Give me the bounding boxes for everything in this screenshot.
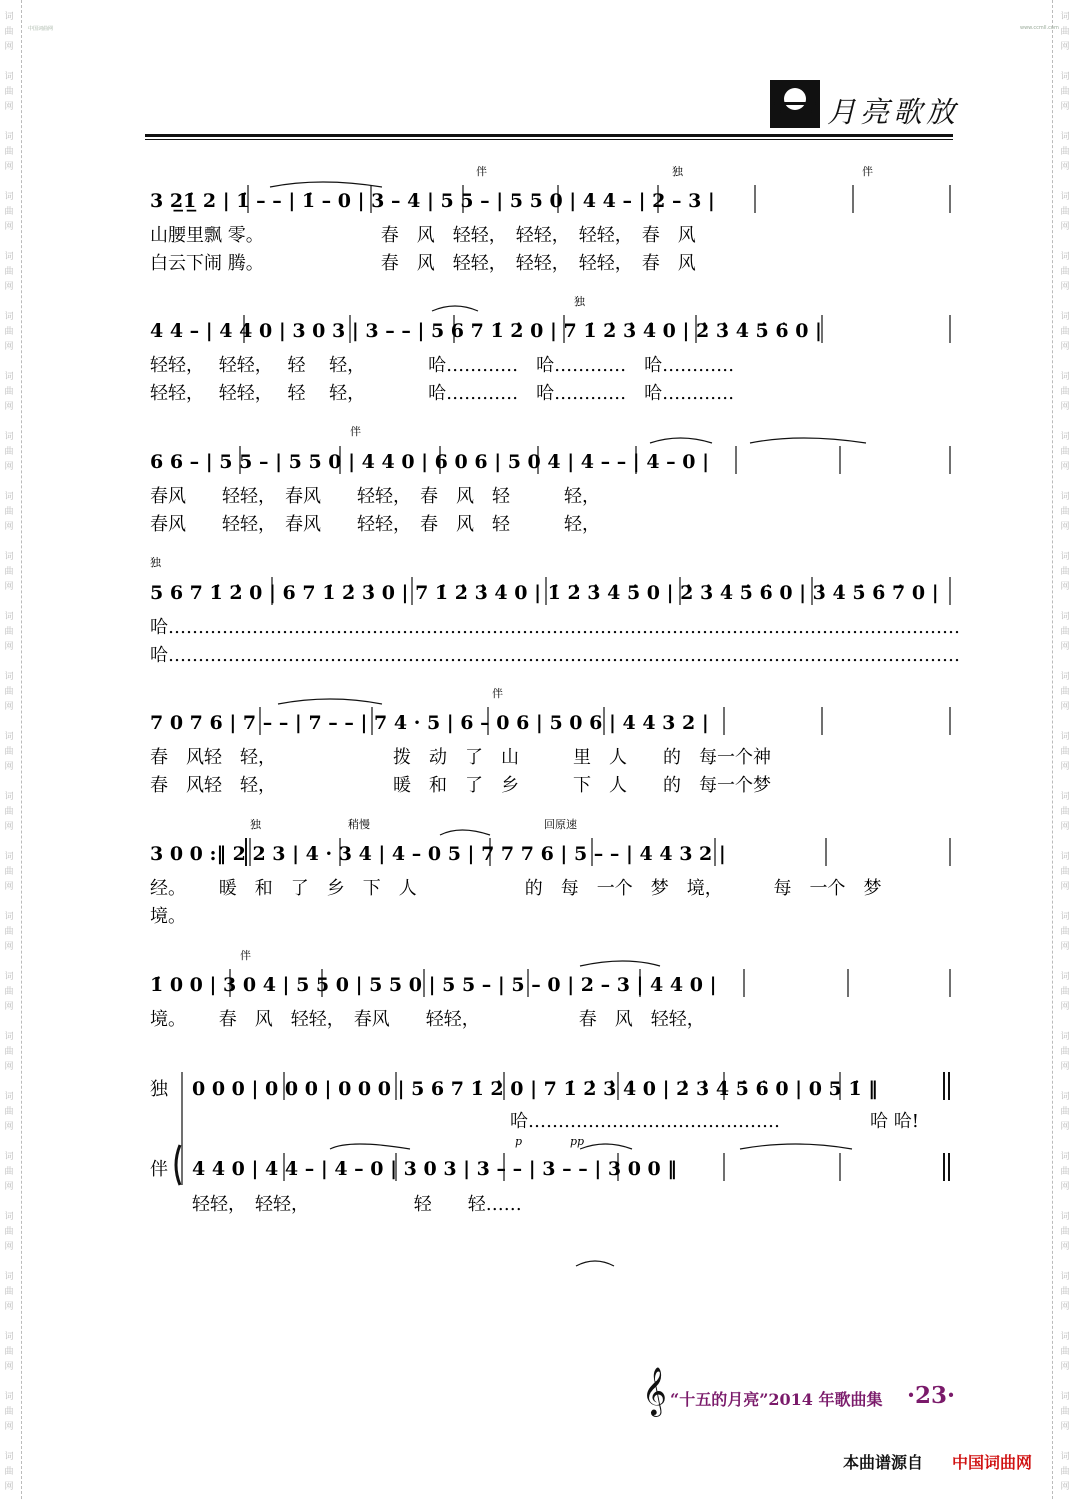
lyric-line: 春风 轻轻， 春风 轻轻， 春 风 轻 轻， (150, 486, 600, 507)
mark-a-tempo: 回原速 (544, 818, 577, 831)
notation-line: 3 2̲1̲̇ 2 | 1̇ – – | 1̇ – 0 | 3 – 4 | 5 5 – | 5 5 0 | 4 4 – | 2 – 3 | (150, 190, 715, 212)
watermark-glyphs: 词 曲 网 (1060, 912, 1070, 952)
lyric-line: 哈…………………………………………………………………………………………………………………… (150, 645, 960, 666)
mark-solo: 独 (672, 165, 683, 178)
mark-chorus: 伴 (862, 165, 873, 178)
watermark-glyphs: 词 曲 网 (4, 1452, 14, 1492)
page-number: ·23· (907, 1382, 956, 1409)
watermark-glyphs: 词 曲 网 (1060, 432, 1070, 472)
watermark-glyphs: 词 曲 网 (4, 672, 14, 712)
jianpu-score (150, 165, 960, 1225)
watermark-glyphs: 词 曲 网 (4, 1092, 14, 1132)
watermark-glyphs: 词 曲 网 (4, 972, 14, 1012)
watermark-glyphs: 词 曲 网 (4, 1272, 14, 1312)
watermark-glyphs: 词 曲 网 (1060, 732, 1070, 772)
lyric-line: 经。 暖 和 了 乡 下 人 的 每 一个 梦 境， 每 一个 梦 (150, 878, 882, 899)
lyric-line: 境。 春 风 轻轻， 春风 轻轻， 春 风 轻轻， (150, 1009, 705, 1030)
mark-chorus: 伴 (350, 425, 361, 438)
chorus-lyric-line: 轻轻， 轻轻， 轻 轻…… (192, 1194, 522, 1215)
treble-clef-icon: 𝄞 (642, 1366, 667, 1415)
watermark-glyphs: 词 曲 网 (4, 1332, 14, 1372)
lyric-line: 春风 轻轻， 春风 轻轻， 春 风 轻 轻， (150, 514, 600, 535)
watermark-glyphs: 词 曲 网 (1060, 1272, 1070, 1312)
chorus-notation-line: 4 4 0 | 4 4 – | 4 – 0 | 3 0 3 | 3 – – | 3 – – | 3 0 0 ‖ (192, 1158, 677, 1180)
watermark-glyphs: 词 曲 网 (1060, 1032, 1070, 1072)
watermark-glyphs: 词 曲 网 (1060, 1452, 1070, 1492)
watermark-glyphs: 词 曲 网 (4, 192, 14, 232)
solo-part-label: 独 (150, 1079, 168, 1100)
watermark-glyphs: 词 曲 网 (4, 792, 14, 832)
watermark-glyphs: 词 曲 网 (4, 492, 14, 532)
watermark-glyphs: 词 曲 网 (1060, 372, 1070, 412)
source-label: 本曲谱源自 (843, 1453, 924, 1472)
notation-line: 6 6 – | 5 5 – | 5 5 0 | 4 4 0 | 6 0 6 | 5 0 4 | 4 – – | 4 – 0 | (150, 451, 710, 473)
watermark-glyphs: 词 曲 网 (4, 1212, 14, 1252)
mark-piano: p (515, 1135, 523, 1148)
mark-chorus: 伴 (240, 949, 251, 962)
watermark-glyphs: 词 曲 网 (1060, 852, 1070, 892)
watermark-glyphs: 词 曲 网 (4, 552, 14, 592)
lyric-line: 春 风轻 轻， 拨 动 了 山 里 人 的 每一个神 (150, 747, 771, 768)
watermark-glyphs: 词 曲 网 (4, 12, 14, 52)
watermark-glyphs: 词 曲 网 (1060, 312, 1070, 352)
mark-solo: 独 (250, 818, 261, 831)
mark-pianissimo: pp (570, 1135, 585, 1148)
watermark-glyphs: 词 曲 网 (1060, 492, 1070, 532)
watermark-glyphs: 词 曲 网 (4, 432, 14, 472)
watermark-glyphs: 词 曲 网 (1060, 612, 1070, 652)
watermark-glyphs: 词 曲 网 (4, 132, 14, 172)
watermark-glyphs: 词 曲 网 (4, 312, 14, 352)
notation-line: 3 0 0 :‖ 2 2 3 | 4 · 3 4 | 4 – 0 5 | 7 7 7 6 | 5 – – | 4 4 3 2 | (150, 843, 726, 865)
watermark-glyphs: 词 曲 网 (1060, 252, 1070, 292)
watermark-glyphs: 词 曲 网 (1060, 552, 1070, 592)
watermark-glyphs: 词 曲 网 (4, 1392, 14, 1432)
corner-watermark-right: www.ccmll.com (1020, 25, 1059, 31)
header-title: 月亮歌放 (827, 95, 960, 129)
lyric-line: 境。 (150, 906, 186, 927)
watermark-glyphs: 词 曲 网 (4, 732, 14, 772)
watermark-glyphs: 词 曲 网 (4, 372, 14, 412)
solo-lyric-line: 哈…………………………………… 哈 哈! (510, 1111, 919, 1132)
lyric-line: 轻轻， 轻轻， 轻 轻， 哈………… 哈………… 哈………… (150, 355, 735, 376)
footer-title: “十五的月亮”2014 年歌曲集 (670, 1390, 883, 1409)
lyric-line: 春 风轻 轻， 暖 和 了 乡 下 人 的 每一个梦 (150, 775, 771, 796)
watermark-glyphs: 词 曲 网 (1060, 1092, 1070, 1132)
corner-watermark-left: 中国词曲网 (28, 26, 54, 32)
watermark-glyphs: 词 曲 网 (4, 852, 14, 892)
watermark-glyphs: 词 曲 网 (1060, 672, 1070, 712)
notation-line: 1̇ 0 0 | 3 0 4 | 5 5 0 | 5 5 0 | 5 5 – | 5 – 0 | 2 – 3 | 4 4 0 | (150, 974, 717, 996)
watermark-glyphs: 词 曲 网 (4, 72, 14, 112)
chorus-part-label: 伴 (150, 1159, 168, 1180)
header-rule-thin (145, 139, 953, 140)
moon-logo-icon (770, 80, 820, 128)
notation-line: 4 4 – | 4 4 0 | 3 0 3 | 3 – – | 5 6 7 1̇ 2̇ 0 | 7 1̇ 2̇ 3̇ 4̇ 0 | 2̇ 3̇ 4̇ 5̇ 6̇ 0 | (150, 320, 822, 342)
mark-slower: 稍慢 (348, 818, 370, 831)
watermark-glyphs: 词 曲 网 (1060, 972, 1070, 1012)
lyric-line: 山腰里飘 零。 春 风 轻轻， 轻轻， 轻轻， 春 风 (150, 225, 696, 246)
watermark-glyphs: 词 曲 网 (1060, 1332, 1070, 1372)
watermark-glyphs: 词 曲 网 (1060, 72, 1070, 112)
watermark-glyphs: 词 曲 网 (1060, 1392, 1070, 1432)
watermark-glyphs: 词 曲 网 (4, 912, 14, 952)
watermark-glyphs: 词 曲 网 (1060, 1212, 1070, 1252)
lyric-line: 轻轻， 轻轻， 轻 轻， 哈………… 哈………… 哈………… (150, 383, 735, 404)
mark-solo: 独 (150, 556, 161, 569)
watermark-glyphs: 词 曲 网 (1060, 1152, 1070, 1192)
mark-chorus: 伴 (492, 687, 503, 700)
lyric-line: 白云下闹 腾。 春 风 轻轻， 轻轻， 轻轻， 春 风 (150, 253, 696, 274)
watermark-glyphs: 词 曲 网 (4, 1152, 14, 1192)
notation-line: 7 0 7 6 | 7 – – | 7 – – | 7 4 · 5 | 6 – 0 6 | 5 0 6 | 4 4 3 2 | (150, 712, 709, 734)
solo-notation-line: 0 0 0 | 0 0 0 | 0 0 0 | 5 6 7 1̇ 2̇ 0 | 7 1̇ 2̇ 3̇ 4̇ 0 | 2̇ 3̇ 4̇ 5̇ 6̇ 0 | 0 5 1̇ ‖ (192, 1078, 878, 1100)
lyric-line: 哈…………………………………………………………………………………………………………………… (150, 617, 960, 638)
watermark-glyphs: 词 曲 网 (1060, 792, 1070, 832)
watermark-glyphs: 词 曲 网 (1060, 12, 1070, 52)
notation-line: 5 6 7 1̇ 2̇ 0 | 6 7 1̇ 2̇ 3̇ 0 | 7 1̇ 2̇ 3̇ 4̇ 0 | 1̇ 2̇ 3̇ 4̇ 5̇ 0 | 2̇ 3̇ 4̇ 5̇ 6̇ 0 | 3̇ 4̇ 5̇ 6̇ 7̇ 0 | (150, 582, 939, 604)
mark-solo: 独 (574, 295, 585, 308)
left-margin-watermark (0, 0, 22, 1499)
watermark-glyphs: 词 曲 网 (4, 1032, 14, 1072)
watermark-glyphs: 词 曲 网 (4, 612, 14, 652)
watermark-glyphs: 词 曲 网 (1060, 192, 1070, 232)
right-margin-watermark (1052, 0, 1074, 1499)
watermark-glyphs: 词 曲 网 (4, 252, 14, 292)
watermark-glyphs: 词 曲 网 (1060, 132, 1070, 172)
mark-chorus: 伴 (476, 165, 487, 178)
header-rule (145, 134, 953, 137)
source-site-link[interactable]: 中国词曲网 (952, 1453, 1033, 1472)
